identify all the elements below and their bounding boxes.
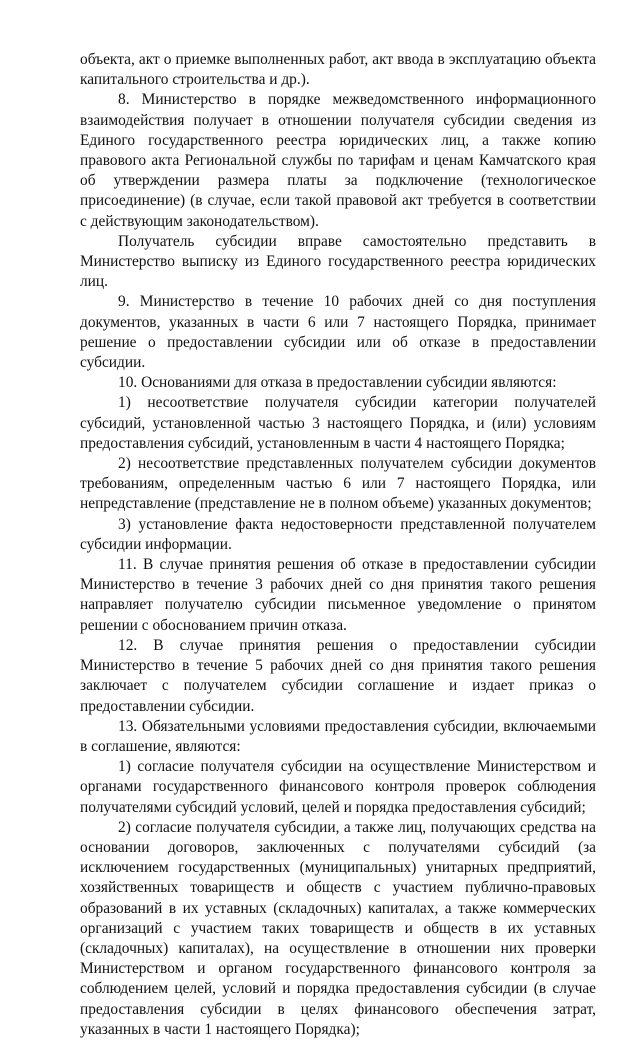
paragraph-13-item-2: 2) согласие получателя субсидии, а также лиц, получающих средства на основании договоров, заключенных с получателями субсидий (за исключением государственных (муниципальных) унитарных предприятий, хозяйственных товариществ и обществ с участием публично-правовых образований в их уставных (складочных) капиталах, а также коммерческих организаций с участием таких товариществ и обществ в их уставных (складочных) капиталах), на осуществление в отношении них проверки Министерством и органом государственного финансового контроля за соблюдением целей, условий и порядка предоставления субсидии (в случае предоставления субсидии в целях финансового обеспечения затрат, указанных в части 1 настоящего Порядка); bbox=[80, 818, 596, 1038]
paragraph-10-item-2: 2) несоответствие представленных получателем субсидии документов требованиям, определенным частью 6 или 7 настоящего Порядка, или непредставление (представление не в полном объеме) указанных документов; bbox=[80, 455, 596, 513]
paragraph-10: 10. Основаниями для отказа в предоставлении субсидии являются: bbox=[118, 374, 557, 392]
paragraph-10-item-3: 3) установление факта недостоверности представленной получателем субсидии информации. bbox=[80, 515, 596, 553]
paragraph-8: 8. Министерство в порядке межведомственного информационного взаимодействия получает в отношении получателя субсидии сведения из Единого государственного реестра юридических лиц, а также копию правового акта Региональной службы по тарифам и ценам Камчатского края об утверждении размера платы за подключение (технологическое присоединение) (в случае, если такой правовой акт требуется в соответствии с действующим законодательством). bbox=[80, 91, 596, 230]
paragraph-12: 12. В случае принятия решения о предоставлении субсидии Министерство в течение 5 рабочих дней со дня принятия такого решения заключает с получателем субсидии соглашение и издает приказ о предоставлении субсидии. bbox=[80, 636, 596, 715]
paragraph-13-item-1: 1) согласие получателя субсидии на осуществление Министерством и органами государственного финансового контроля проверок соблюдения получателями субсидий условий, целей и порядка предоставления субсидий; bbox=[80, 758, 596, 816]
paragraph-11: 11. В случае принятия решения об отказе в предоставлении субсидии Министерство в течение 3 рабочих дней со дня принятия такого решения направляет получателю субсидии письменное уведомление о принятом решении с обоснованием причин отказа. bbox=[80, 556, 596, 634]
paragraph-continuation: объекта, акт о приемке выполненных работ, акт ввода в эксплуатацию объекта капитального строительства и др.). bbox=[80, 51, 596, 89]
paragraph-9: 9. Министерство в течение 10 рабочих дней со дня поступления документов, указанных в части 6 или 7 настоящего Порядка, принимает решение о предоставлении субсидии или об отказе в предоставлении субсидии. bbox=[80, 293, 596, 372]
paragraph-8-note: Получатель субсидии вправе самостоятельно представить в Министерство выписку из Единого государственного реестра юридических лиц. bbox=[80, 232, 596, 291]
paragraph-10-item-1: 1) несоответствие получателя субсидии категории получателей субсидий, установленной частью 3 настоящего Порядка, и (или) условиям предоставления субсидий, установленным в части 4 настоящего Порядка; bbox=[80, 394, 596, 452]
paragraph-13: 13. Обязательными условиями предоставления субсидии, включаемыми в соглашение, являются: bbox=[80, 717, 596, 755]
